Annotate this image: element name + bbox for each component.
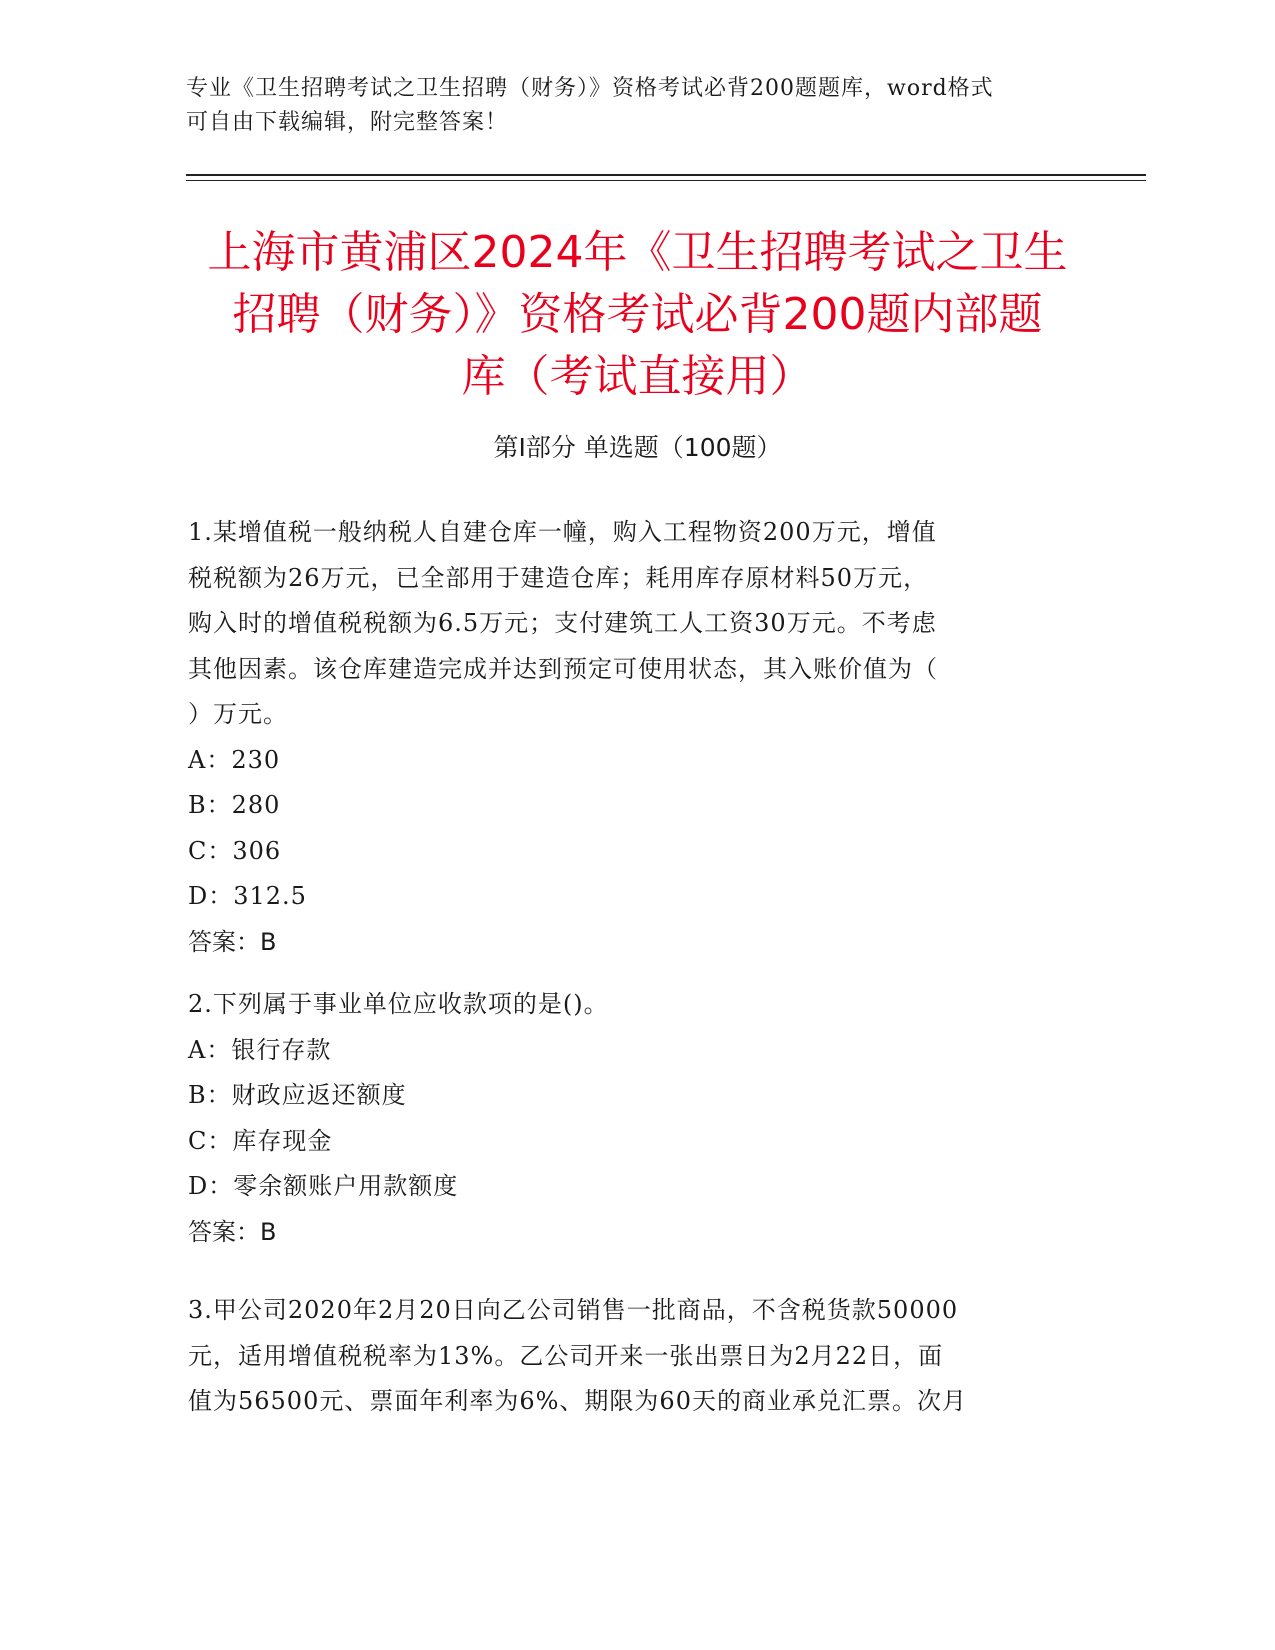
document-title: [160, 222, 1115, 408]
question-1: [188, 510, 1088, 965]
document-title-line-2: 招聘（财务）》资格考试必背200题内部题: [232, 289, 1043, 340]
header-note-line-1: 专业《卫生招聘考试之卫生招聘（财务）》资格考试必背200题题库，word格式: [186, 76, 994, 101]
header-note-line-2: 可自由下载编辑，附完整答案！: [186, 110, 509, 135]
section-heading: 第I部分 单选题（100题）: [493, 433, 782, 462]
option-a: A：银行存款: [188, 1035, 332, 1064]
question-text-line: 3.甲公司2020年2月20日向乙公司销售一批商品，不含税货款50000: [188, 1296, 959, 1324]
question-text-line: 其他因素。该仓库建造完成并达到预定可使用状态，其入账价值为（: [188, 654, 938, 683]
question-text-line: 值为56500元、票面年利率为6%、期限为60天的商业承兑汇票。次月: [188, 1387, 967, 1415]
question-text-line: ）万元。: [188, 700, 288, 728]
option-b: B：280: [188, 791, 281, 819]
question-text-line: 购入时的增值税税额为6.5万元；支付建筑工人工资30万元。不考虑: [188, 609, 937, 637]
header-note: [186, 72, 1066, 140]
header-divider-thick: [186, 174, 1146, 176]
option-a: A：230: [188, 745, 281, 774]
question-text-line: 2.下列属于事业单位应收款项的是()。: [188, 990, 609, 1018]
option-c: C：306: [188, 836, 282, 865]
question-text-line: 税税额为26万元，已全部用于建造仓库；耗用库存原材料50万元，: [188, 563, 929, 592]
document-title-line-3: 库（考试直接用）: [461, 351, 814, 402]
option-d: D：零余额账户用款额度: [188, 1172, 459, 1200]
question-text-line: 元，适用增值税税率为13%。乙公司开来一张出票日为2月22日，面: [188, 1341, 944, 1370]
question-text-line: 1.某增值税一般纳税人自建仓库一幢，购入工程物资200万元，增值: [188, 518, 937, 546]
answer-label: 答案：B: [188, 927, 277, 956]
option-c: C：库存现金: [188, 1126, 333, 1155]
header-divider-thin: [186, 180, 1146, 181]
question-2: [188, 982, 1088, 1255]
document-title-line-1: 上海市黄浦区2024年《卫生招聘考试之卫生: [207, 227, 1068, 278]
question-3: [188, 1288, 1088, 1425]
option-b: B：财政应返还额度: [188, 1081, 407, 1109]
option-d: D：312.5: [188, 882, 307, 910]
answer-label: 答案：B: [188, 1217, 277, 1246]
